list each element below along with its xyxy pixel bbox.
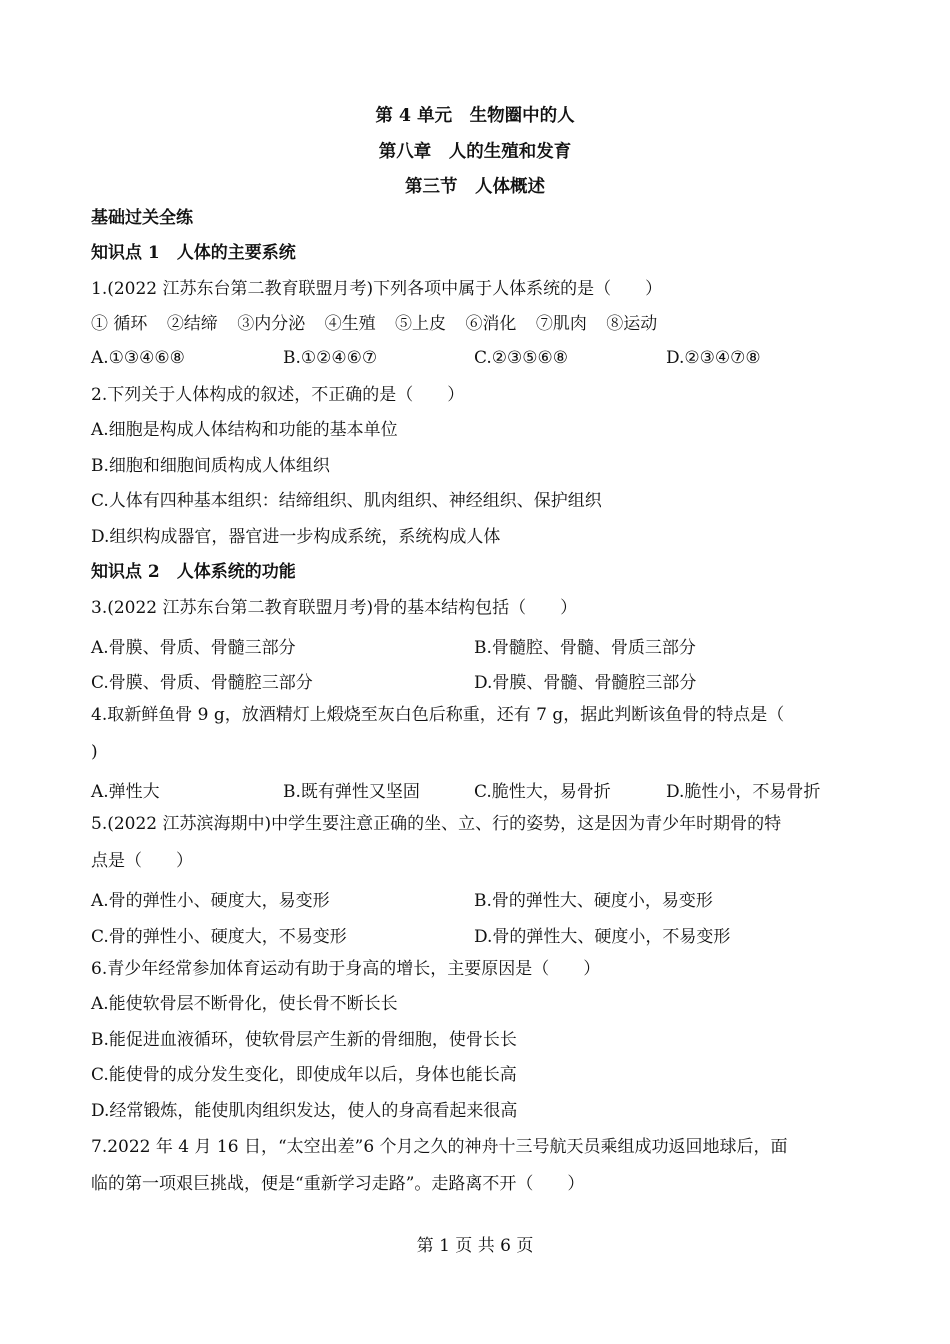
unit-title: 第 4 单元 生物圈中的人 <box>375 106 575 126</box>
knowledge-point-1: 知识点 1 人体的主要系统 <box>91 243 296 263</box>
question-1-items <box>91 313 657 335</box>
q5-option-d: D.骨的弹性大、硬度小，不易变形 <box>474 927 731 947</box>
q1-item: ① 循环 <box>91 314 148 334</box>
question-3-stem: 3.(2022 江苏东台第二教育联盟月考)骨的基本结构包括（ ） <box>91 598 578 618</box>
q3-option-b: B.骨髓腔、骨髓、骨质三部分 <box>474 638 696 658</box>
question-5-stem-line2: 点是（ ） <box>91 851 193 871</box>
q1-item: ②结缔 <box>166 314 218 334</box>
q2-option-d: D.组织构成器官，器官进一步构成系统，系统构成人体 <box>91 527 501 547</box>
question-5-stem-line1: 5.(2022 江苏滨海期中)中学生要注意正确的坐、立、行的姿势，这是因为青少年时期骨的特 <box>91 814 782 834</box>
q3-option-a: A.骨膜、骨质、骨髓三部分 <box>91 638 296 658</box>
question-7-stem-line2: 临的第一项艰巨挑战，便是“重新学习走路”。走路离不开（ ） <box>91 1174 585 1194</box>
q2-option-c: C.人体有四种基本组织：结缔组织、肌肉组织、神经组织、保护组织 <box>91 491 602 511</box>
question-1-stem: 1.(2022 江苏东台第二教育联盟月考)下列各项中属于人体系统的是（ ） <box>91 279 663 299</box>
q2-option-b: B.细胞和细胞间质构成人体组织 <box>91 456 330 476</box>
chapter-title: 第八章 人的生殖和发育 <box>378 142 572 162</box>
question-7-stem-line1: 7.2022 年 4 月 16 日，“太空出差”6 个月之久的神舟十三号航天员乘组成功返回地球后，面 <box>91 1137 788 1157</box>
q1-option-b: B.①②④⑥⑦ <box>283 348 378 368</box>
q2-option-a: A.细胞是构成人体结构和功能的基本单位 <box>91 420 398 440</box>
q6-option-b: B.能促进血液循环，使软骨层产生新的骨细胞，使骨长长 <box>91 1030 517 1050</box>
q3-option-c: C.骨膜、骨质、骨髓腔三部分 <box>91 673 313 693</box>
q1-option-a: A.①③④⑥⑧ <box>91 348 185 368</box>
section-label: 基础过关全练 <box>91 208 193 228</box>
q1-item: ⑤上皮 <box>395 314 447 334</box>
q1-option-d: D.②③④⑦⑧ <box>666 348 761 368</box>
q1-item: ⑧运动 <box>606 314 658 334</box>
q6-option-d: D.经常锻炼，能使肌肉组织发达，使人的身高看起来很高 <box>91 1101 518 1121</box>
knowledge-point-2: 知识点 2 人体系统的功能 <box>91 562 296 582</box>
q6-option-a: A.能使软骨层不断骨化，使长骨不断长长 <box>91 994 398 1014</box>
q5-option-a: A.骨的弹性小、硬度大，易变形 <box>91 891 330 911</box>
q4-option-a: A.弹性大 <box>91 782 160 802</box>
section-title: 第三节 人体概述 <box>405 177 545 197</box>
q3-option-d: D.骨膜、骨髓、骨髓腔三部分 <box>474 673 697 693</box>
q1-item: ⑥消化 <box>465 314 517 334</box>
q1-item: ⑦肌肉 <box>535 314 587 334</box>
question-4-stem-line1: 4.取新鲜鱼骨 9 g，放酒精灯上煅烧至灰白色后称重，还有 7 g，据此判断该鱼骨的特点是（ <box>91 705 785 725</box>
q5-option-b: B.骨的弹性大、硬度小，易变形 <box>474 891 713 911</box>
question-4-stem-line2: ) <box>91 742 98 762</box>
q1-option-c: C.②③⑤⑥⑧ <box>474 348 569 368</box>
q6-option-c: C.能使骨的成分发生变化，即使成年以后，身体也能长高 <box>91 1065 517 1085</box>
q4-option-b: B.既有弹性又坚固 <box>283 782 420 802</box>
page-footer: 第 1 页 共 6 页 <box>416 1236 534 1256</box>
question-2-stem: 2.下列关于人体构成的叙述，不正确的是（ ） <box>91 385 465 405</box>
q1-item: ④生殖 <box>324 314 376 334</box>
question-6-stem: 6.青少年经常参加体育运动有助于身高的增长，主要原因是（ ） <box>91 959 601 979</box>
q1-item: ③内分泌 <box>237 314 306 334</box>
q5-option-c: C.骨的弹性小、硬度大，不易变形 <box>91 927 347 947</box>
q4-option-d: D.脆性小，不易骨折 <box>666 782 821 802</box>
q4-option-c: C.脆性大，易骨折 <box>474 782 611 802</box>
